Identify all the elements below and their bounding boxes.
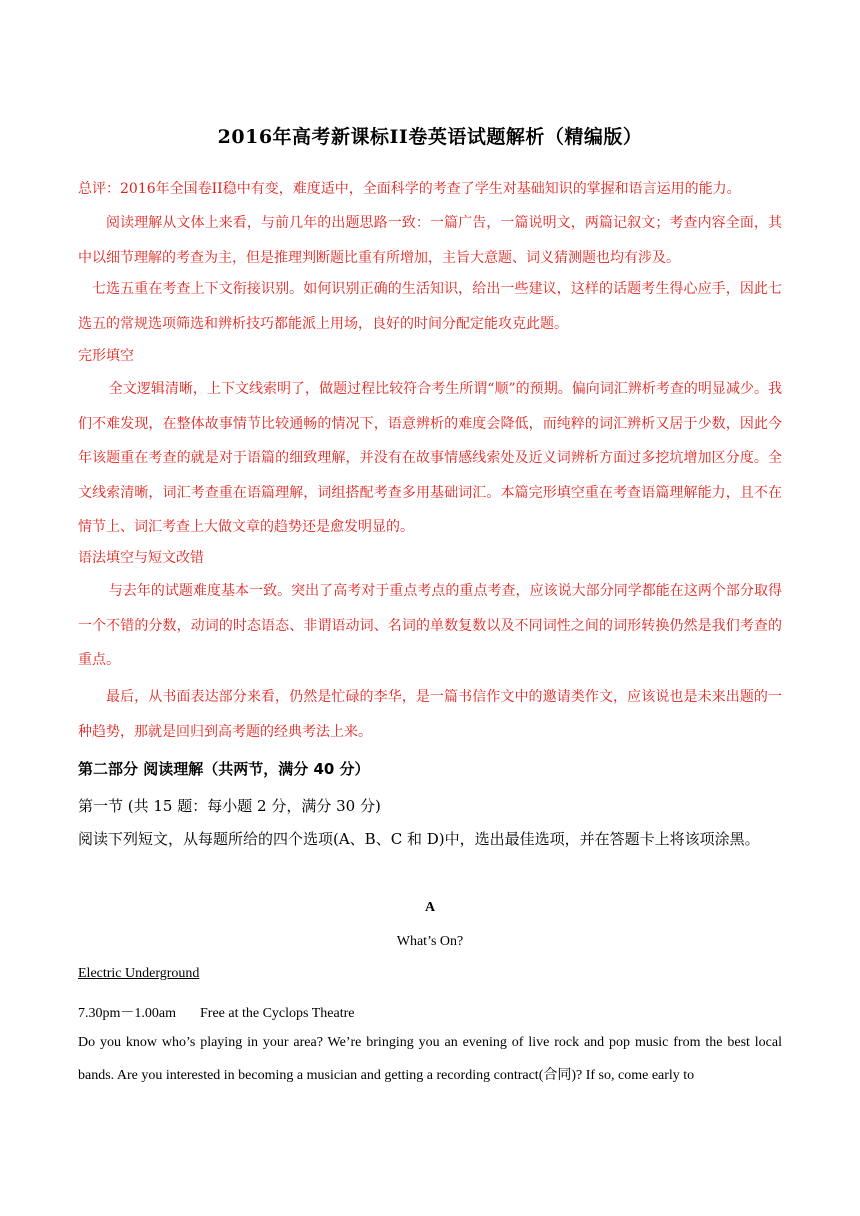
event-time: 7.30pm－1.00am	[78, 1006, 176, 1021]
section-one-heading: 第一节 (共 15 题：每小题 2 分，满分 30 分)	[78, 797, 381, 815]
event-venue: Free at the Cyclops Theatre	[200, 1006, 355, 1021]
event-details	[78, 1002, 782, 1022]
grammar-heading: 语法填空与短文改错	[78, 550, 204, 566]
seven-choice-analysis-paragraph: 七选五重在考查上下文衔接识别。如何识别正确的生活知识，给出一些建议，这样的话题考生得心应手，因此七选五的常规选项筛选和辨析技巧都能派上用场，良好的时间分配定能攻克此题。	[78, 281, 782, 332]
part-two-title: 第二部分 阅读理解（共两节，满分 40 分）	[78, 760, 370, 778]
event-description: Do you know who’s playing in your area? We’re bringing you an evening of live rock and pop music from the best local bands. Are you interested in becoming a musician and getting a recording contract(合同)? If so, come early to	[78, 1035, 782, 1083]
reading-analysis-paragraph: 阅读理解从文体上来看，与前几年的出题思路一致：一篇广告，一篇说明文，两篇记叙文；考查内容全面，其中以细节理解的考查为主，但是推理判断题比重有所增加，主旨大意题、词义猜测题也均有涉及。	[78, 215, 782, 266]
grammar-analysis-paragraph: 与去年的试题难度基本一致。突出了高考对于重点考点的重点考查，应该说大部分同学都能在这两个部分取得一个不错的分数，动词的时态语态、非谓语动词、名词的单数复数以及不同词性之间的词形转换仍然是我们考查的重点。	[78, 583, 782, 668]
event-name: Electric Underground	[78, 966, 200, 981]
writing-analysis-paragraph: 最后，从书面表达部分来看，仍然是忙碌的李华，是一篇书信作文中的邀请类作文，应该说也是未来出题的一种趋势，那就是回归到高考题的经典考法上来。	[78, 689, 782, 740]
passage-title: What’s On?	[396, 934, 464, 949]
cloze-analysis-paragraph: 全文逻辑清晰，上下文线索明了，做题过程比较符合考生所谓“顺”的预期。偏向词汇辨析考查的明显减少。我们不难发现，在整体故事情节比较通畅的情况下，语意辨析的难度会降低，而纯粹的词汇辨析又居于少数，因此今年该题重在考查的就是对于语篇的细致理解，并没有在故事情感线索处及近义词辨析方面过多挖坑增加区分度。全文线索清晰，词汇考查重在语篇理解，词组搭配考查多用基础词汇。本篇完形填空重在考查语篇理解能力，且不在情节上、词汇考查上大做文章的趋势还是愈发明显的。	[78, 381, 782, 535]
passage-label: A	[424, 900, 436, 915]
summary-paragraph: 总评：2016年全国卷II稳中有变，难度适中，全面科学的考查了学生对基础知识的掌握和语言运用的能力。	[78, 181, 741, 197]
instructions-paragraph: 阅读下列短文，从每题所给的四个选项(A、B、C 和 D)中，选出最佳选项，并在答题卡上将该项涂黑。	[78, 830, 760, 848]
cloze-heading: 完形填空	[78, 348, 134, 364]
document-title: 2016年高考新课标II卷英语试题解析（精编版）	[217, 126, 643, 148]
